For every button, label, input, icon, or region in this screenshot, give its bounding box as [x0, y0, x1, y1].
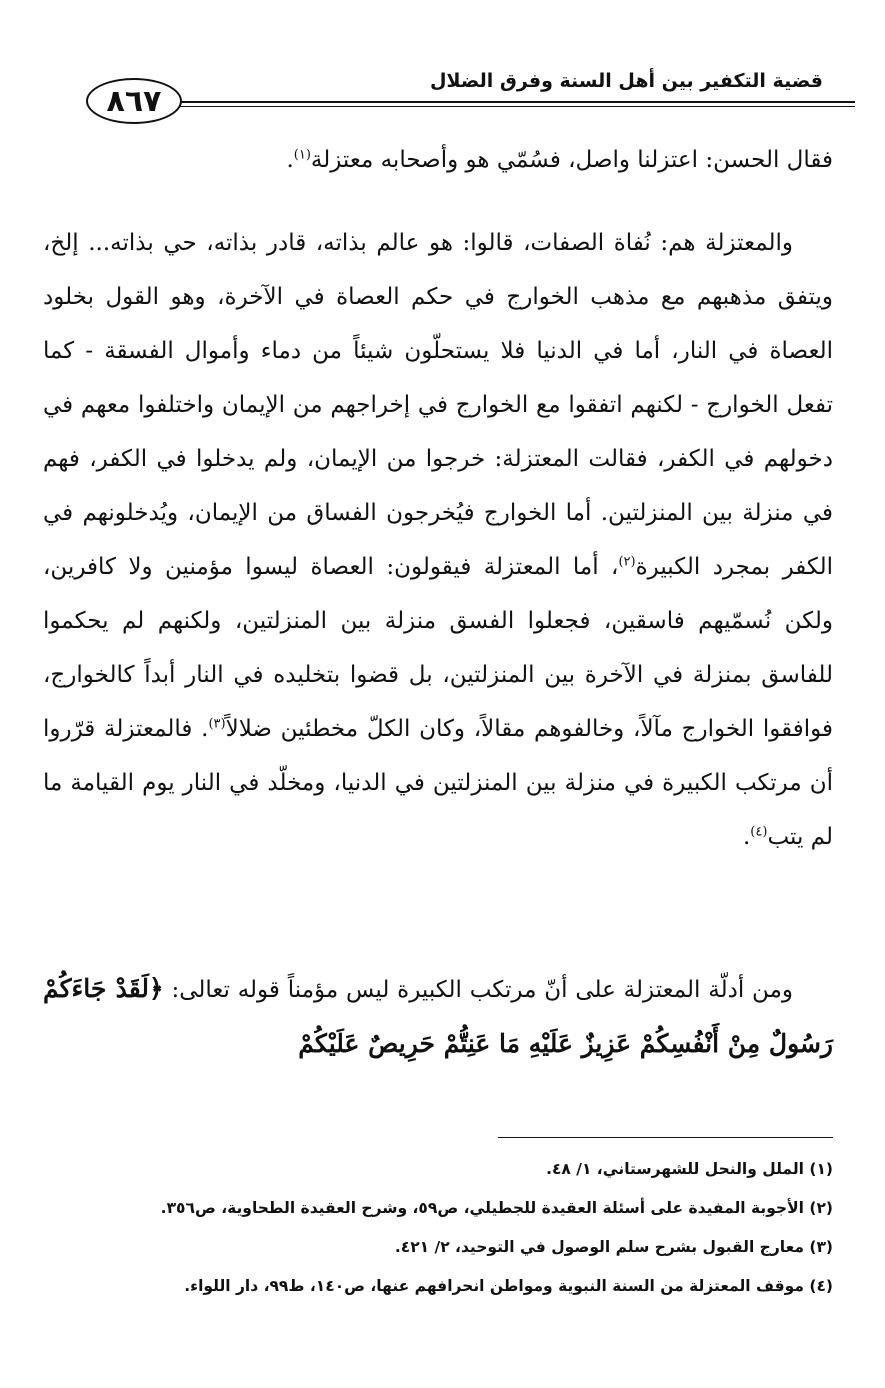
- paragraph-1-end: .: [286, 147, 294, 173]
- header-rule: [178, 101, 855, 107]
- running-header-title: قضية التكفير بين أهل السنة وفرق الضلال: [429, 70, 823, 92]
- paragraph-3: [43, 962, 833, 1072]
- footnote-4: (٤) موقف المعتزلة من السنة النبوية ومواطن انحرافهم عنها، ص١٤٠، ط٩٩، دار اللواء.: [184, 1277, 833, 1295]
- paragraph-2-text-c: . فالمعتزلة قرّروا أن مرتكب الكبيرة في منزلة بين المنزلتين في الدنيا، ومخلّد في النار يوم القيامة ما لم يتب: [43, 716, 833, 850]
- footnote-1: (١) الملل والنحل للشهرستاني، ١/ ٤٨.: [546, 1160, 833, 1178]
- paragraph-1: [43, 133, 833, 187]
- paragraph-2-text-a: والمعتزلة هم: نُفاة الصفات، قالوا: هو عالم بذاته، قادر بذاته، حي بذاته... إلخ، ويتفق مذهبهم مع مذهب الخوارج في حكم العصاة في الآخرة، وهو القول بخلود العصاة في النار، أما في الدنيا فلا يستحلّون شيئاً من دماء وأموال الفسقة - كما تفعل الخوارج - لكنهم اتفقوا مع الخوارج في إخراجهم من الإيمان واختلفوا معهم في دخولهم في الكفر، فقالت المعتزلة: خرجوا من الإيمان، ولم يدخلوا في الكفر، فهم في منزلة بين المنزلتين. أما الخوارج فيُخرجون الفساق من الإيمان، ويُدخلونهم في الكفر بمجرد الكبيرة: [43, 230, 834, 580]
- paragraph-2: [43, 216, 833, 864]
- footnotes: [43, 1150, 833, 1306]
- paragraph-2-text-b: ، أما المعتزلة فيقولون: العصاة ليسوا مؤمنين ولا كافرين، ولكن نُسمّيهم فاسقين، فجعلوا الفسق منزلة بين المنزلتين، ولكنهم لم يحكموا للفاسق بمنزلة في الآخرة بين المنزلتين، بل قضوا بتخليده في النار أبداً كالخوارج، فوافقوا الخوارج مآلاً، وخالفوهم مقالاً، وكان الكلّ مخطئين ضلالاً: [43, 554, 833, 742]
- paragraph-2-end: .: [742, 824, 751, 850]
- paragraph-3-text: ومن أدلّة المعتزلة على أنّ مرتكب الكبيرة ليس مؤمناً قوله تعالى:: [163, 977, 793, 1003]
- paragraph-1-text: فقال الحسن: اعتزلنا واصل، فسُمّي هو وأصحابه معتزلة: [310, 147, 833, 173]
- footnote-ref-2[interactable]: (٢): [618, 554, 636, 570]
- footnote-ref-1[interactable]: (١): [293, 147, 311, 163]
- footnote-ref-3[interactable]: (٣): [208, 716, 226, 732]
- page-number-badge: ٨٦٧: [86, 78, 182, 124]
- footnote-separator: [498, 1137, 833, 1138]
- footnote-2: (٢) الأجوبة المفيدة على أسئلة العقيدة للجطيلي، ص٥٩، وشرح العقيدة الطحاوية، ص٣٥٦.: [160, 1199, 833, 1217]
- quran-verse: ﴿لَقَدْ جَاءَكُمْ رَسُولٌ مِنْ أَنْفُسِكُمْ عَزِيزٌ عَلَيْهِ مَا عَنِتُّمْ حَرِيصٌ عَلَيْكُمْ: [43, 974, 833, 1058]
- footnote-ref-4[interactable]: (٤): [750, 824, 768, 840]
- footnote-3: (٣) معارج القبول بشرح سلم الوصول في التوحيد، ٢/ ٤٢١.: [394, 1238, 833, 1256]
